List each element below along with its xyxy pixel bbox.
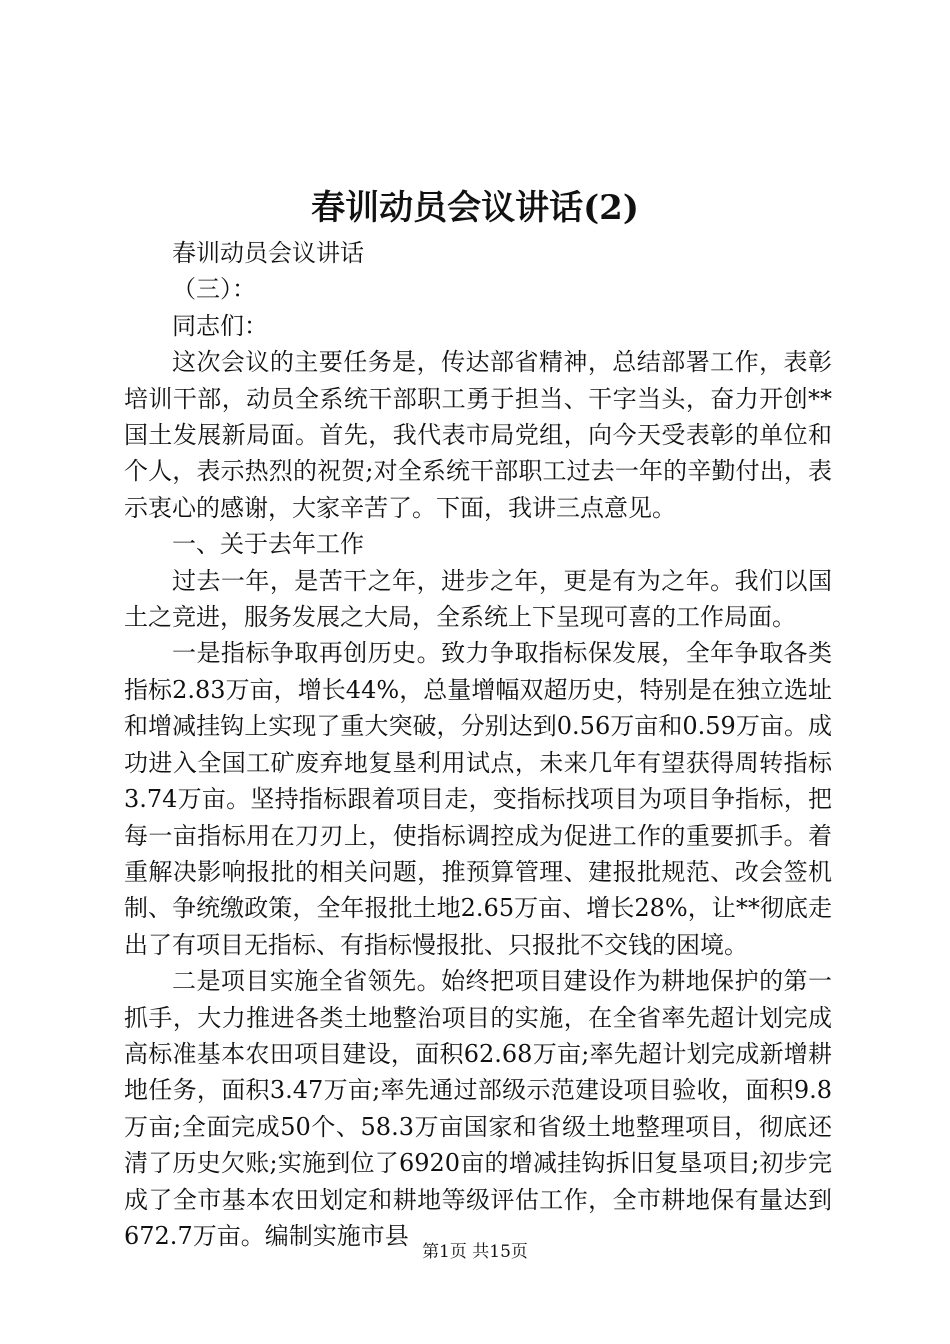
paragraph-section-number: （三）： <box>172 275 256 304</box>
paragraph-salutation: 同志们： <box>172 311 268 340</box>
paragraph-point-1: 一是指标争取再创历史。致力争取指标保发展，全年争取各类指标2.83万亩，增长44%，总量增幅双超历史，特别是在独立选址和增减挂钩上实现了重大突破，分别达到0.56万亩和0.59万亩。成功进入全国工矿废弃地复垦利用试点，未来几年有望获得周转指标3.74万亩。坚持指标跟着项目走，变指标找项目为项目争指标，把每一亩指标用在刀刃上，使指标调控成为促进工作的重要抓手。着重解决影响报批的相关问题，推预算管理、建报批规范、改会签机制、争统缴政策，全年报批土地2.65万亩、增长28%，让**彻底走出了有项目无指标、有指标慢报批、只报批不交钱的困境。 <box>124 639 832 959</box>
paragraph-heading-1: 一、关于去年工作 <box>172 530 364 559</box>
paragraph-point-2: 二是项目实施全省领先。始终把项目建设作为耕地保护的第一抓手，大力推进各类土地整治项目的实施，在全省率先超计划完成高标准基本农田项目建设，面积62.68万亩;率先超计划完成新增耕地任务，面积3.47万亩;率先通过部级示范建设项目验收，面积9.8万亩;全面完成50个、58.3万亩国家和省级土地整理项目，彻底还清了历史欠账;实施到位了6920亩的增减挂钩拆旧复垦项目;初步完成了全市基本农田划定和耕地等级评估工作，全市耕地保有量达到672.7万亩。编制实施市县 <box>124 967 832 1250</box>
paragraph-subtitle: 春训动员会议讲话 <box>172 239 364 267</box>
document-title: 春训动员会议讲话(2) <box>311 188 639 228</box>
page-footer: 第1页 共15页 <box>422 1242 528 1262</box>
paragraph-last-year: 过去一年，是苦干之年，进步之年，更是有为之年。我们以国土之竞进，服务发展之大局，全系统上下呈现可喜的工作局面。 <box>124 566 832 632</box>
paragraph-intro: 这次会议的主要任务是，传达部省精神，总结部署工作，表彰培训干部，动员全系统干部职工勇于担当、干字当头，奋力开创**国土发展新局面。首先，我代表市局党组，向今天受表彰的单位和个人，表示热烈的祝贺;对全系统干部职工过去一年的辛勤付出，表示衷心的感谢，大家辛苦了。下面，我讲三点意见。 <box>124 348 832 522</box>
document-body <box>124 235 832 1254</box>
